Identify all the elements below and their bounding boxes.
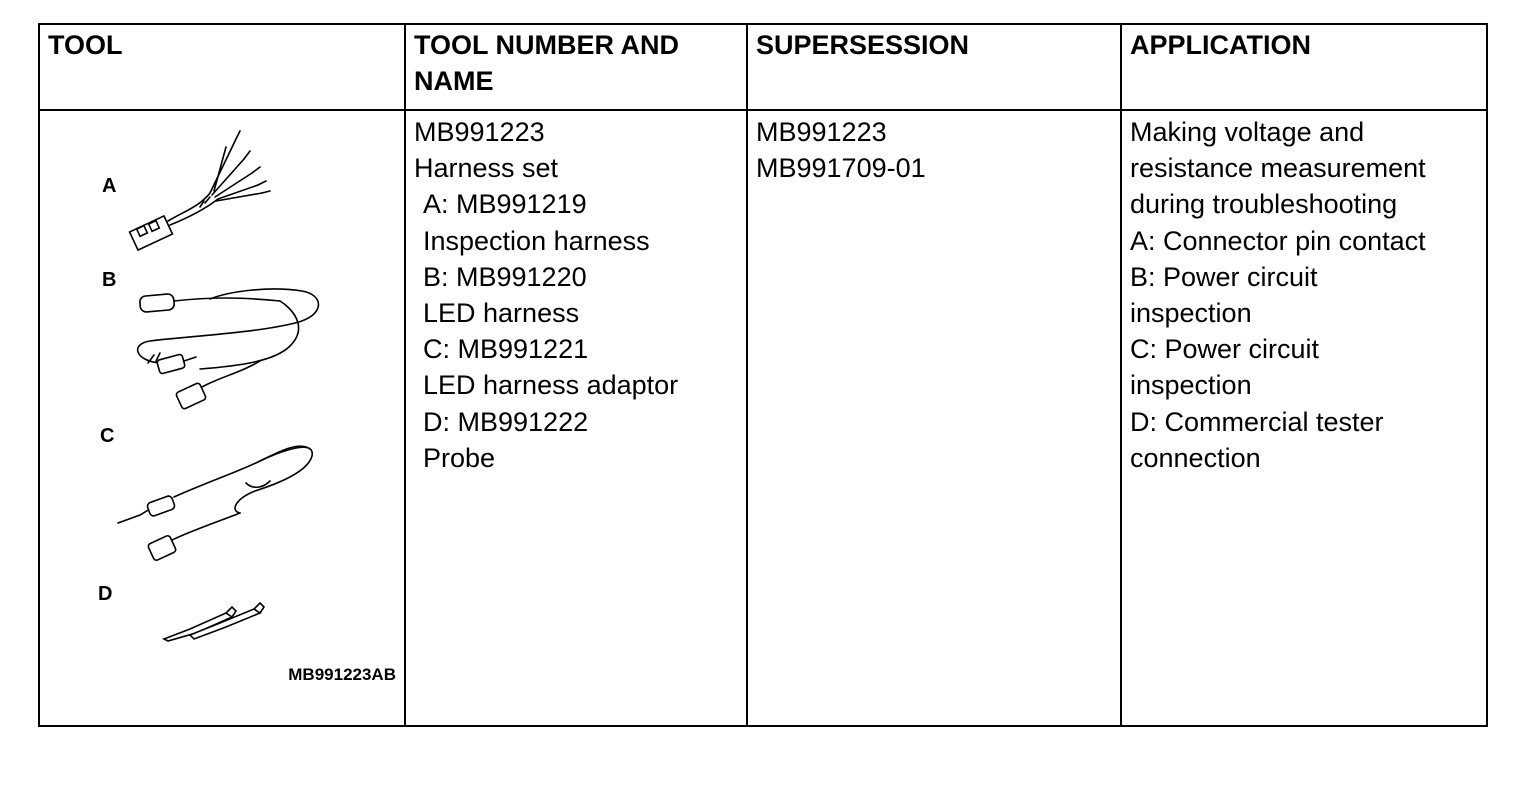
label-a: A [102,175,117,197]
inspection-harness-drawing [130,131,270,250]
application-line: A: Connector pin contact [1130,225,1426,256]
header-supersession: SUPERSESSION [747,24,1121,110]
application-line: inspection [1130,298,1252,329]
tool-number-line: Inspection harness [423,225,650,256]
supersession-line: MB991709-01 [756,153,926,184]
tool-number-line: A: MB991219 [423,189,587,220]
table-row [39,110,1487,726]
header-tool: TOOL [39,24,405,110]
header-tool-number-line2: NAME [414,66,494,96]
special-tools-table [38,23,1488,727]
supersession-cell [747,110,1121,726]
probe-drawing [164,603,264,641]
tool-number-line: B: MB991220 [423,261,587,292]
tool-number-line: LED harness [423,298,580,329]
supersession-line: MB991223 [756,117,887,147]
label-b: B [102,269,117,291]
harness-set-illustration [40,111,404,725]
header-row [39,24,1487,110]
tool-number-line: LED harness adaptor [423,370,679,401]
led-harness-adaptor-drawing [118,446,312,561]
supersession-list [748,111,1120,186]
header-tool-number-and-name [405,24,747,110]
tool-number-line: C: MB991221 [423,334,589,365]
figure-id: MB991223AB [288,665,396,684]
application-line: resistance measurement [1130,153,1426,184]
tool-number-line: D: MB991222 [423,406,589,437]
application-line: D: Commercial tester [1130,406,1384,437]
tool-number-line: Probe [423,442,496,473]
header-tool-number-line1: TOOL NUMBER AND [414,30,680,60]
header-application: APPLICATION [1121,24,1487,110]
application-line: B: Power circuit [1130,261,1318,292]
application-line: during troubleshooting [1130,189,1398,220]
led-harness-drawing [138,289,319,410]
tool-number-line: Harness set [414,153,559,184]
application-line: C: Power circuit [1130,334,1320,365]
application-line: connection [1130,442,1261,473]
tool-number-list [406,111,746,476]
application-line: inspection [1130,370,1252,401]
application-line: Making voltage and [1130,117,1365,147]
tool-number-cell [405,110,747,726]
application-cell [1121,110,1487,726]
tool-illustration-cell [39,110,405,726]
tool-number-line: MB991223 [414,117,545,147]
label-c: C [100,425,115,447]
application-list [1122,111,1486,476]
label-d: D [98,583,113,605]
